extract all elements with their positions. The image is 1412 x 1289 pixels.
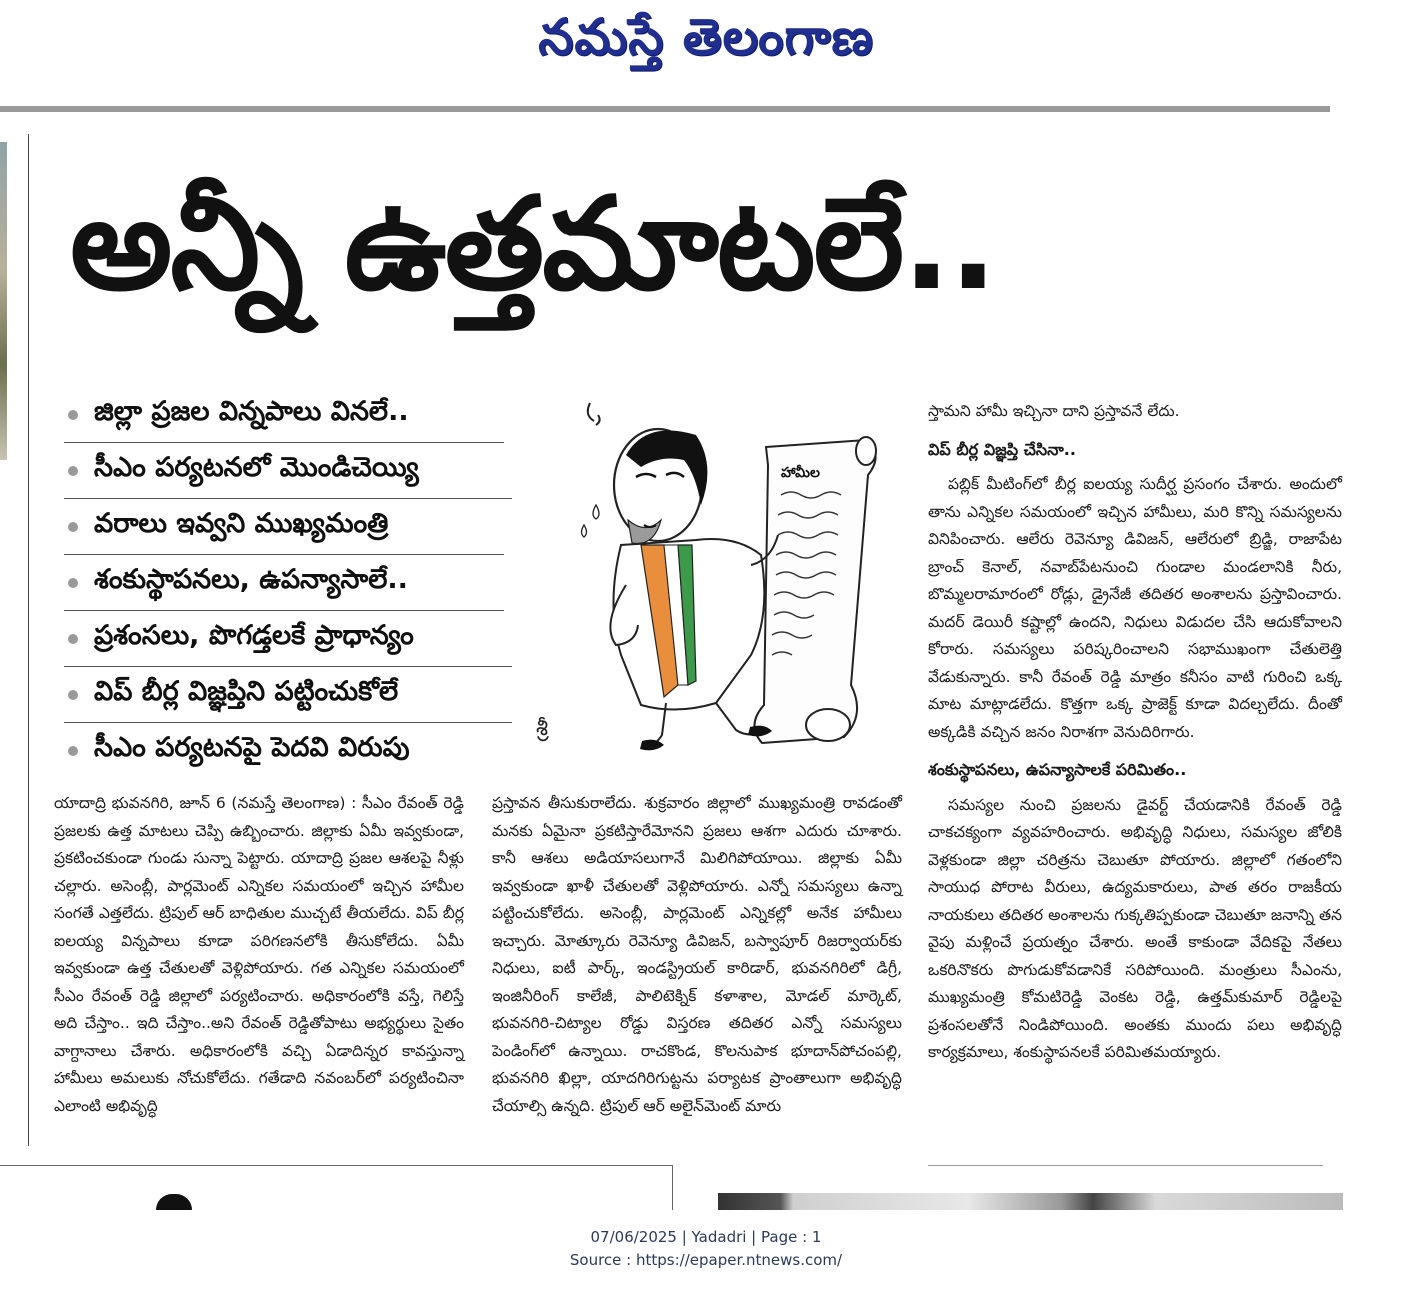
- scroll-label: హామీల: [781, 465, 820, 481]
- column-3-paragraph-2: సమస్యల నుంచి ప్రజలను డైవర్ట్ చేయడానికి రేవంత్ రెడ్డి చాకచక్యంగా వ్యవహరించారు. అభివృద్ధి నిధులు, సమస్యల జోలికి వెళ్లకుండా జిల్లా చరిత్రను చెబుతూ పోయారు. జిల్లాలో గతంలోని సాయుధ పోరాట వీరులు, ఉద్యమకారులు, పాత తరం రాజకీయ నాయకులు తదితర అంశాలను గుక్కతిప్పకుండా చెబుతూ జనాన్ని తన వైపు మళ్లించే ప్రయత్నం చేశారు. అంతే కాకుండా వేదికపై నేతలు ఒకరినొకరు పొగుడుకోవడానికే సరిపోయింది. మంత్రులు సీఎంను, ముఖ్యమంత్రి కోమటిరెడ్డి వెంకట రెడ్డి, ఉత్తమ్‌కుమార్ రెడ్డిలపై ప్రశంసలతోనే నిండిపోయింది. అంతకు ముందు పలు అభివృద్ధి కార్యక్రమాలు, శంకుస్థాపనలకే పరిమితమయ్యారు.: [928, 795, 1342, 1061]
- bullet-dot-icon: [68, 746, 78, 756]
- next-article-bullet-graphic: [156, 1194, 192, 1210]
- column-3-intro: స్తామని హామీ ఇచ్చినా దాని ప్రస్తావనే లేదు.: [928, 402, 1180, 420]
- bullet-item: [64, 724, 504, 778]
- bullet-text: వరాలు ఇవ్వని ముఖ్యమంత్రి: [94, 508, 389, 539]
- bullet-item: [64, 388, 504, 443]
- column-3-paragraph-1: పబ్లిక్ మీటింగ్‌లో బీర్ల ఐలయ్య సుదీర్ఘ ప్రసంగం చేశారు. అందులో తాను ఎన్నికల సమయంలో ఇచ్చిన హామీలు, మరి కొన్ని సమస్యలను వినిపించారు. ఆలేరు రెవెన్యూ డివిజన్, ఆలేరులో బ్రిడ్జి, రాజాపేట బ్రాంచ్ కెనాల్, నవాబ్‌పేటనుంచి గుండాల మండలానికి నీరు, బొమ్మలరామారంలో రోడ్లు, డ్రైనేజీ తదితర అంశాలను ప్రస్తావించారు. మదర్ డెయిరీ కష్టాల్లో ఉందని, నిధులు విడుదల చేసి ఆదుకోవాలని కోరారు. సమస్యలు పరిష్కరించాలని సభాముఖంగా చేతులెత్తి వేడుకున్నారు. కానీ రేవంత్ రెడ్డి మాత్రం కనీసం వాటి గురించి ఒక్క మాట మాట్లాడలేదు. కొత్తగా ఒక్క ప్రాజెక్ట్ కూడా విదల్చలేదు. దీంతో అక్కడికి వచ్చిన జనం నిరాశగా వెనుదిరిగారు.: [928, 475, 1342, 741]
- highlight-bullet-list: [64, 388, 534, 779]
- bullet-dot-icon: [68, 466, 78, 476]
- bullet-item: [64, 556, 504, 611]
- bullet-dot-icon: [68, 578, 78, 588]
- column-divider: [28, 134, 29, 1146]
- bullet-dot-icon: [68, 634, 78, 644]
- political-cartoon: [536, 385, 906, 755]
- subheading-foundation-stones: శంకుస్థాపనలు, ఉపన్యాసాలకే పరిమితం..: [928, 760, 1187, 779]
- bottom-divider-left: [0, 1165, 672, 1166]
- bullet-text: శంకుస్థాపనలు, ఉపన్యాసాలే..: [94, 564, 408, 595]
- bullet-text: సీఎం పర్యటనపై పెదవి విరుపు: [94, 732, 410, 763]
- source-link[interactable]: Source : https://epaper.ntnews.com/: [569, 1251, 843, 1269]
- bottom-divider-right: [928, 1165, 1323, 1166]
- bullet-text: ప్రశంసలు, పొగడ్తలకే ప్రాధాన్యం: [94, 620, 414, 651]
- bullet-dot-icon: [68, 522, 78, 532]
- newspaper-logo: నమస్తే తెలంగాణ: [538, 8, 874, 66]
- bullet-dot-icon: [68, 690, 78, 700]
- subheading-whip-request: విప్ బీర్ల విజ్ఞప్తి చేసినా..: [928, 439, 1076, 459]
- bullet-item: [64, 612, 512, 667]
- article-headline: అన్నీ ఉత్తమాటలే..: [70, 170, 996, 319]
- bullet-item: [64, 668, 512, 723]
- cartoonist-signature: శ్రీ: [536, 716, 549, 741]
- article-column-1: యాదాద్రి భువనగిరి, జూన్ 6 (నమస్తే తెలంగాణ) : సీఎం రేవంత్ రెడ్డి ప్రజలకు ఉత్త మాటలు చెప్పి ఉబ్బించారు. జిల్లాకు ఏమీ ఇవ్వకుండా, ప్రకటించకుండా గుండు సున్నా పెట్టారు. యాదాద్రి ప్రజల ఆశలపై నీళ్లు చల్లారు. అసెంబ్లీ, పార్లమెంట్ ఎన్నికల సమయంలో ఇచ్చిన హామీల సంగతే ఎత్తలేదు. ట్రిపుల్ ఆర్ బాధితుల ముచ్చటే తీయలేదు. విప్ బీర్ల ఐలయ్య విన్నపాలు కూడా పరిగణనలోకి తీసుకోలేదు. ఏమీ ఇవ్వకుండా ఉత్త చేతులతో వెళ్లిపోయారు. గత ఎన్నికల సమయంలో సీఎం రేవంత్ రెడ్డి జిల్లాలో పర్యటించారు. అధికారంలోకి వస్తే, గెలిస్తే అది చేస్తాం.. ఇది చేస్తాం..అని రేవంత్ రెడ్డితోపాటు అభ్యర్థులు సైతం వాగ్దానాలు చేశారు. అధికారంలోకి వచ్చి ఏడాదిన్నర కావస్తున్నా హామీలు అమలుకు నోచుకోలేదు. గతేడాది నవంబర్‌లో పర్యటించినా ఎలాంటి అభివృద్ధి: [54, 794, 464, 1115]
- page-footer: [0, 1226, 1412, 1272]
- edition-info: 07/06/2025 | Yadadri | Page : 1: [590, 1228, 822, 1246]
- adjacent-article-photo-strip: [0, 142, 7, 460]
- bullet-text: సీఎం పర్యటనలో మొండిచెయ్యి: [94, 452, 419, 483]
- masthead-divider: [0, 106, 1330, 112]
- bullet-dot-icon: [68, 410, 78, 420]
- bullet-text: జిల్లా ప్రజల విన్నపాలు వినలే..: [94, 396, 409, 427]
- bullet-item: [64, 500, 504, 555]
- article-column-3: [928, 398, 1342, 1067]
- bottom-divider-vertical: [672, 1165, 673, 1210]
- article-column-2: ప్రస్తావన తీసుకురాలేదు. శుక్రవారం జిల్లాలో ముఖ్యమంత్రి రావడంతో మనకు ఏమైనా ప్రకటిస్తారేమోనని ప్రజలు ఆశగా ఎదురు చూశారు. కానీ ఆశలు అడియాసలుగానే మిలిగిపోయాయి. జిల్లాకు ఏమీ ఇవ్వకుండా ఖాళీ చేతులతో వెళ్లిపోయారు. ఎన్నో సమస్యలు ఉన్నా పట్టించుకోలేదు. అసెంబ్లీ, పార్లమెంట్ ఎన్నికల్లో అనేక హామీలు ఇచ్చారు. మోత్కూరు రెవెన్యూ డివిజన్, బస్వాపూర్ రిజర్వాయర్‌కు నిధులు, ఐటీ పార్క్, ఇండస్ట్రియల్ కారిడార్, భువనగిరిలో డిగ్రీ, ఇంజినీరింగ్ కాలేజీ, పాలిటెక్నిక్ కళాశాల, మోడల్ మార్కెట్, భువనగిరి-చిట్యాల రోడ్డు విస్తరణ తదితర ఎన్నో సమస్యలు పెండింగ్‌లో ఉన్నాయి. రాచకొండ, కొలనుపాక భూదాన్‌పోచంపల్లి, భువనగిరి ఖిల్లా, యాదగిరిగుట్టను పర్యాటక ప్రాంతాలుగా అభివృద్ధి చేయాల్సి ఉన్నది. ట్రిపుల్ ఆర్ అలైన్‌మెంట్ మారు: [492, 794, 902, 1115]
- masthead: [0, 0, 1412, 100]
- bullet-text: విప్ బీర్ల విజ్ఞప్తిని పట్టించుకోలే: [94, 676, 399, 707]
- bullet-item: [64, 444, 512, 499]
- next-article-photo-strip: [718, 1193, 1343, 1210]
